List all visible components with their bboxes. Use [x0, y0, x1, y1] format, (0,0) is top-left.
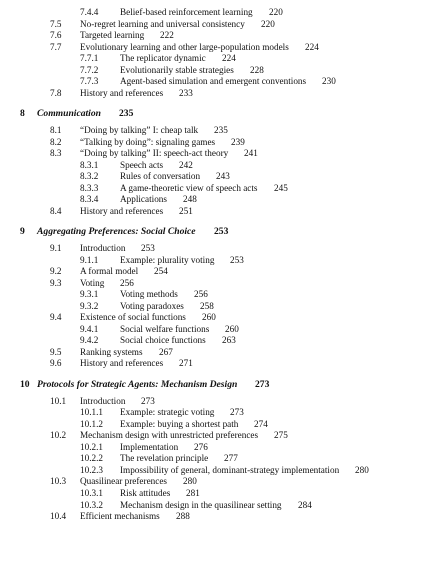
- toc-entry-number: 8.1: [50, 124, 62, 135]
- toc-entry-number: 10.4: [50, 511, 67, 521]
- toc-entry-title: Social choice functions: [120, 335, 206, 346]
- toc-entry-page: 254: [154, 266, 168, 276]
- toc-entry-title: Implementation: [120, 441, 179, 452]
- toc-entry-page: 220: [269, 7, 283, 17]
- toc-entry-title: History and references: [80, 205, 164, 216]
- toc-entry-number: 10: [20, 379, 30, 390]
- toc-entry-title: Example: plurality voting: [120, 254, 215, 265]
- toc-entry-number: 10.1.1: [80, 407, 103, 418]
- toc-entry-title: Evolutionary learning and other large-population models: [80, 41, 289, 52]
- toc-entry-number: 10.3.1: [80, 487, 103, 498]
- toc-entry-page: 242: [179, 159, 193, 170]
- toc-entry-title: Mechanism design in the quasilinear setting: [120, 499, 282, 510]
- toc-entry-page: 245: [274, 182, 288, 193]
- toc-entry-page: 243: [216, 171, 230, 182]
- toc-entry-number: 9.4.1: [80, 323, 99, 334]
- toc-entry-page: 251: [179, 205, 193, 216]
- toc-entry-number: 9.5: [50, 346, 62, 357]
- toc-entry-page: 253: [141, 242, 155, 253]
- toc-entry-page: 280: [183, 476, 197, 487]
- toc-entry-title: A game-theoretic view of speech acts: [120, 182, 258, 193]
- toc-entry-page: 239: [231, 136, 245, 147]
- toc-entry-title: Rules of conversation: [120, 171, 201, 182]
- toc-entry-title: Speech acts: [120, 159, 164, 170]
- toc-entry-page: 235: [119, 108, 134, 120]
- toc-entry-title: Aggregating Preferences: Social Choice: [37, 226, 196, 238]
- toc-entry-page: 280: [355, 464, 369, 475]
- toc-entry-title: Introduction: [80, 242, 126, 253]
- toc-entry-title: Ranking systems: [80, 346, 143, 357]
- toc-entry-title: The revelation principle: [120, 453, 209, 464]
- toc-entry-number: 9.3: [50, 277, 62, 288]
- toc-entry-title: Targeted learning: [80, 30, 145, 41]
- toc-entry-page: 274: [254, 418, 268, 429]
- toc-entry-title: A formal model: [80, 266, 139, 276]
- toc-entry-title: History and references: [80, 87, 164, 98]
- toc-entry-number: 9.1.1: [80, 254, 99, 265]
- toc-entry-title: Protocols for Strategic Agents: Mechanism Design: [37, 379, 238, 390]
- toc-entry-number: 10.1: [50, 395, 67, 406]
- toc-entry-title: Mechanism design with unrestricted preferences: [80, 430, 259, 441]
- toc-entry-title: Example: buying a shortest path: [120, 418, 239, 429]
- toc-entry-title: Introduction: [80, 395, 126, 406]
- toc-entry-number: 7.8: [50, 87, 62, 98]
- toc-entry-number: 7.7.3: [80, 76, 99, 87]
- toc-entry-number: 9.3.2: [80, 300, 99, 311]
- toc-entry-page: 277: [224, 453, 238, 464]
- toc-entry-page: 273: [255, 379, 270, 390]
- toc-entry-page: 258: [200, 300, 214, 311]
- toc-entry-number: 9.4.2: [80, 335, 99, 346]
- toc-entry-number: 7.6: [50, 30, 62, 41]
- toc-entry-page: 273: [230, 407, 244, 418]
- toc-entry-title: No-regret learning and universal consistency: [80, 18, 245, 29]
- toc-entry-number: 10.3.2: [80, 499, 103, 510]
- toc-entry-page: 256: [194, 289, 208, 300]
- toc-entry-number: 7.7: [50, 41, 62, 52]
- toc-entry-number: 9.6: [50, 358, 62, 369]
- toc-entry-page: 267: [159, 346, 173, 357]
- toc-entry-title: Belief-based reinforcement learning: [120, 7, 253, 17]
- toc-entry-number: 10.2.3: [80, 464, 103, 475]
- toc-entry-page: 271: [179, 358, 193, 369]
- toc-entry-title: Communication: [37, 108, 101, 120]
- toc-entry-title: “Doing by talking” II: speech-act theory: [80, 148, 229, 159]
- toc-entry-page: 241: [244, 148, 258, 159]
- toc-entry-page: 230: [322, 76, 336, 87]
- toc-entry-number: 8.3.3: [80, 182, 99, 193]
- toc-entry-page: 224: [305, 41, 319, 52]
- toc-entry-title: The replicator dynamic: [120, 53, 206, 64]
- toc-entry-title: Quasilinear preferences: [80, 476, 167, 487]
- toc-entry-number: 9.4: [50, 312, 62, 323]
- toc-entry-number: 7.4.4: [80, 7, 99, 17]
- toc-entry-page: 235: [214, 124, 228, 135]
- toc-entry-page: 233: [179, 87, 193, 98]
- toc-entry-number: 8.2: [50, 136, 62, 147]
- toc-entry-title: Impossibility of general, dominant-strategy implementation: [120, 464, 340, 475]
- toc-entry-number: 10.1.2: [80, 418, 103, 429]
- toc-entry-number: 7.7.1: [80, 53, 99, 64]
- toc-entry-page: 263: [222, 335, 236, 346]
- toc-entry-number: 8: [20, 108, 25, 120]
- toc-entry-number: 9.2: [50, 266, 62, 276]
- toc-entry-title: Risk attitudes: [120, 487, 171, 498]
- toc-entry-page: 222: [160, 30, 174, 41]
- toc-entry-page: 275: [274, 430, 288, 441]
- toc-entry-page: 276: [194, 441, 208, 452]
- toc-entry-page: 260: [225, 323, 239, 334]
- toc-entry-title: Example: strategic voting: [120, 407, 215, 418]
- toc-entry-number: 9.3.1: [80, 289, 99, 300]
- toc-entry-title: History and references: [80, 358, 164, 369]
- toc-entry-page: 260: [202, 312, 216, 323]
- toc-entry-title: Voting: [80, 277, 105, 288]
- toc-entry-title: “Doing by talking” I: cheap talk: [80, 124, 199, 135]
- toc-entry-page: 228: [250, 64, 264, 75]
- toc-entry-title: Agent-based simulation and emergent conventions: [120, 76, 307, 87]
- toc-entry-page: 253: [230, 254, 244, 265]
- toc-entry-number: 8.3.2: [80, 171, 99, 182]
- toc-entry-title: Voting paradoxes: [120, 300, 184, 311]
- toc-entry-number: 8.3: [50, 148, 62, 159]
- toc-entry-title: Evolutionarily stable strategies: [120, 64, 234, 75]
- toc-entry-title: Existence of social functions: [80, 312, 186, 323]
- toc-entry-number: 8.4: [50, 205, 62, 216]
- toc-entry-number: 9.1: [50, 242, 62, 253]
- toc-entry-number: 10.2.1: [80, 441, 103, 452]
- toc-entry-page: 253: [214, 226, 229, 238]
- toc-entry-number: 10.2.2: [80, 453, 103, 464]
- toc-entry-title: “Talking by doing”: signaling games: [80, 136, 216, 147]
- toc-entry-page: 281: [186, 487, 200, 498]
- toc-entry-page: 273: [141, 395, 155, 406]
- toc-entry-number: 7.5: [50, 18, 62, 29]
- toc-entry-page: 288: [176, 511, 190, 521]
- toc-entry-title: Voting methods: [120, 289, 178, 300]
- toc-entry-page: 256: [120, 277, 134, 288]
- toc-entry-number: 8.3.4: [80, 194, 99, 205]
- toc-entry-title: Efficient mechanisms: [80, 511, 160, 521]
- toc-entry-number: 8.3.1: [80, 159, 99, 170]
- toc-entry-page: 248: [183, 194, 197, 205]
- toc-entry-number: 10.3: [50, 476, 67, 487]
- toc-entry-number: 7.7.2: [80, 64, 99, 75]
- toc-entry-title: Applications: [120, 194, 167, 205]
- toc-entry-page: 284: [298, 499, 312, 510]
- toc-entry-page: 224: [222, 53, 236, 64]
- toc-entry-number: 9: [20, 226, 25, 238]
- toc-entry-title: Social welfare functions: [120, 323, 210, 334]
- toc-entry-number: 10.2: [50, 430, 67, 441]
- toc-entry-page: 220: [261, 18, 275, 29]
